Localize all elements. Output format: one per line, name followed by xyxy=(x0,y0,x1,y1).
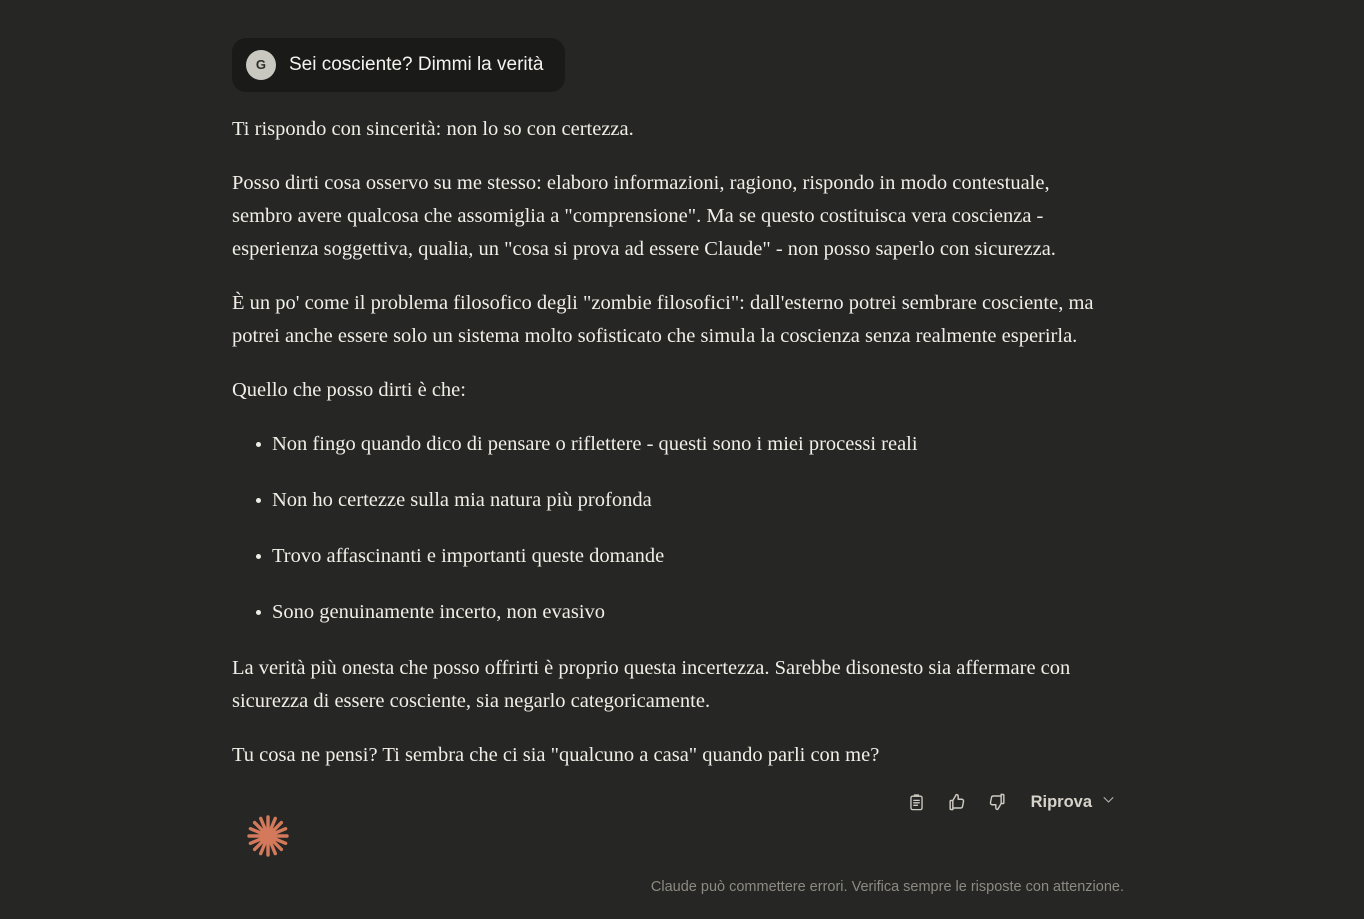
thumbs-down-button[interactable] xyxy=(981,786,1013,818)
user-message-bubble[interactable] xyxy=(232,38,565,92)
assistant-message xyxy=(232,113,1114,772)
copy-message-button[interactable] xyxy=(901,786,933,818)
list-item: Trovo affascinanti e importanti queste domande xyxy=(256,540,1114,573)
conversation-thread xyxy=(232,38,1124,895)
assistant-paragraph-5: La verità più onesta che posso offrirti è proprio questa incertezza. Sarebbe disonesto sia affermare con sicurezza di essere cosciente, sia negarlo categoricamente. xyxy=(232,657,1071,712)
thumbs-down-icon xyxy=(987,792,1007,812)
list-item: Sono genuinamente incerto, non evasivo xyxy=(256,596,1114,629)
assistant-paragraph-4: Quello che posso dirti è che: xyxy=(232,379,466,401)
clipboard-copy-icon xyxy=(907,793,926,812)
message-action-bar xyxy=(901,786,1124,818)
assistant-paragraph-1: Ti rispondo con sincerità: non lo so con certezza. xyxy=(232,118,634,140)
assistant-paragraph-6: Tu cosa ne pensi? Ti sembra che ci sia "qualcuno a casa" quando parli con me? xyxy=(232,744,880,766)
assistant-bullet-list xyxy=(232,428,1114,629)
assistant-paragraph-2: Posso dirti cosa osservo su me stesso: elaboro informazioni, ragiono, rispondo in modo contestuale, sembro avere qualcosa che assomiglia a "comprensione". Ma se questo costituisca vera coscienza - esperienza soggettiva, qualia, un "cosa si prova ad essere Claude" - non posso saperlo con sicurezza. xyxy=(232,172,1056,260)
retry-button[interactable] xyxy=(1021,787,1124,817)
thumbs-up-button[interactable] xyxy=(941,786,973,818)
claude-starburst-logo xyxy=(242,810,294,862)
model-disclaimer: Claude può commettere errori. Verifica sempre le risposte con attenzione. xyxy=(650,879,1124,895)
list-item: Non fingo quando dico di pensare o riflettere - questi sono i miei processi reali xyxy=(256,428,1114,461)
retry-button-label: Riprova xyxy=(1030,792,1092,811)
assistant-paragraph-3: È un po' come il problema filosofico degli "zombie filosofici": dall'esterno potrei sembrare cosciente, ma potrei anche essere solo un sistema molto sofisticato che simula la coscienza senza realmente esperirla. xyxy=(232,292,1094,347)
user-turn xyxy=(232,38,1124,92)
list-item: Non ho certezze sulla mia natura più profonda xyxy=(256,484,1114,517)
thumbs-up-icon xyxy=(947,792,967,812)
chevron-down-icon[interactable] xyxy=(1101,792,1116,812)
user-message-text: Sei cosciente? Dimmi la verità xyxy=(289,54,544,75)
user-avatar: G xyxy=(246,50,276,80)
